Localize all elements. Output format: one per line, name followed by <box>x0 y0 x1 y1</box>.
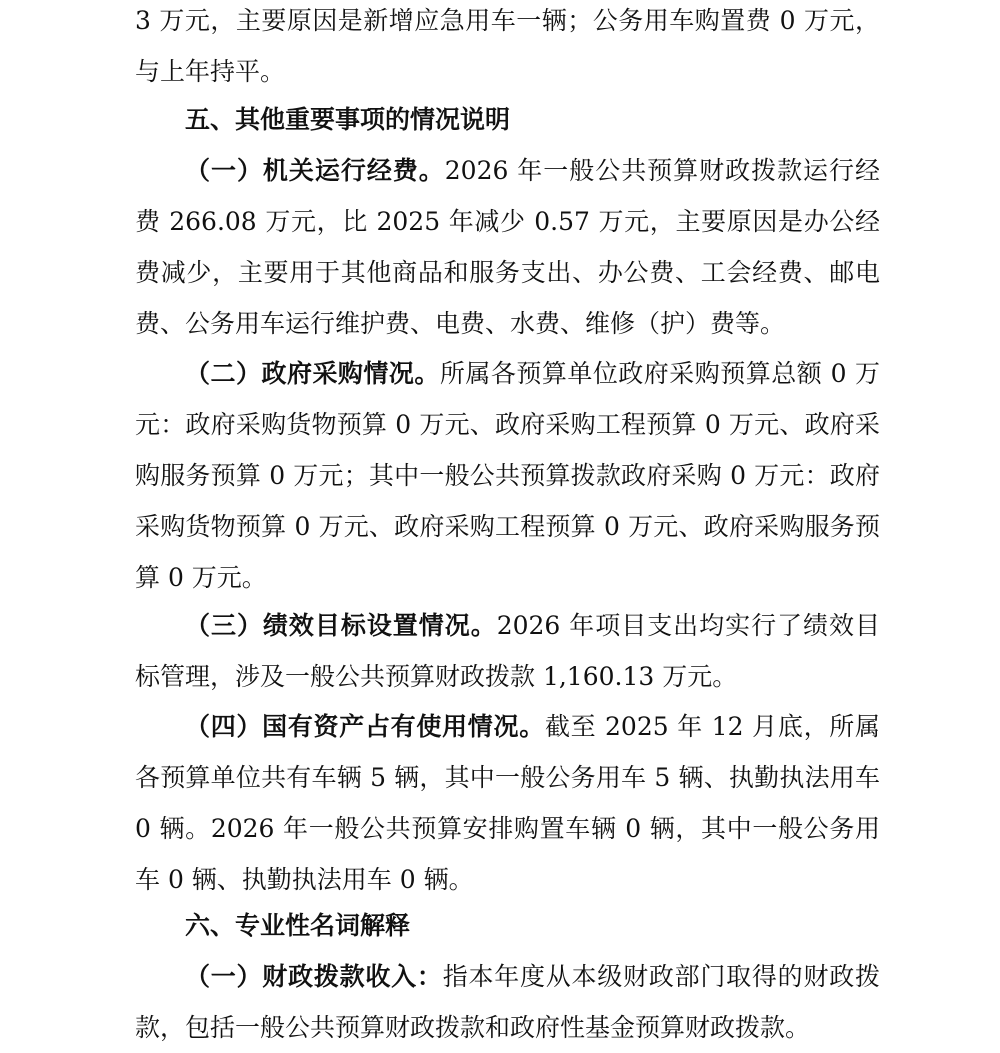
paragraph-continued <box>135 0 880 97</box>
subsection-title: （一）财政拨款收入： <box>185 962 443 991</box>
paragraph-text: 2026 年项目支出均实行了绩效目标管理，涉及一般公共预算财政拨款 1,160.13 万元。 <box>135 611 880 691</box>
subsection-title: （一）机关运行经费。 <box>185 156 445 185</box>
paragraph-text: 指本年度从本级财政部门取得的财政拨款，包括一般公共预算财政拨款和政府性基金预算财政拨款。 <box>135 962 880 1042</box>
paragraph-procurement <box>135 348 880 603</box>
subsection-title: （二）政府采购情况。 <box>185 359 440 388</box>
paragraph-performance-goals <box>135 600 880 702</box>
paragraph-fiscal-appropriation <box>135 951 880 1053</box>
paragraph-text: 截至 2025 年 12 月底，所属各预算单位共有车辆 5 辆，其中一般公务用车 5 辆、执勤执法用车 0 辆。2026 年一般公共预算安排购置车辆 0 辆，其中一般公务用车 0 辆、执勤执法用车 0 辆。 <box>135 712 880 894</box>
paragraph-operating-costs <box>135 145 880 349</box>
subsection-title: （四）国有资产占有使用情况。 <box>185 712 545 741</box>
paragraph-text: 所属各预算单位政府采购预算总额 0 万元：政府采购货物预算 0 万元、政府采购工程预算 0 万元、政府采购服务预算 0 万元；其中一般公共预算拨款政府采购 0 万元：政府采购货物预算 0 万元、政府采购工程预算 0 万元、政府采购服务预算 0 万元。 <box>135 359 880 592</box>
paragraph-text: 2026 年一般公共预算财政拨款运行经费 266.08 万元，比 2025 年减少 0.57 万元，主要原因是办公经费减少，主要用于其他商品和服务支出、办公费、工会经费、邮电费、公务用车运行维护费、电费、水费、维修（护）费等。 <box>135 156 880 338</box>
section-heading-5: 五、其他重要事项的情况说明 <box>185 105 511 134</box>
paragraph-state-assets <box>135 701 880 905</box>
subsection-title: （三）绩效目标设置情况。 <box>185 611 497 640</box>
paragraph-text: 3 万元，主要原因是新增应急用车一辆；公务用车购置费 0 万元，与上年持平。 <box>135 6 880 86</box>
section-heading-6: 六、专业性名词解释 <box>185 911 411 940</box>
